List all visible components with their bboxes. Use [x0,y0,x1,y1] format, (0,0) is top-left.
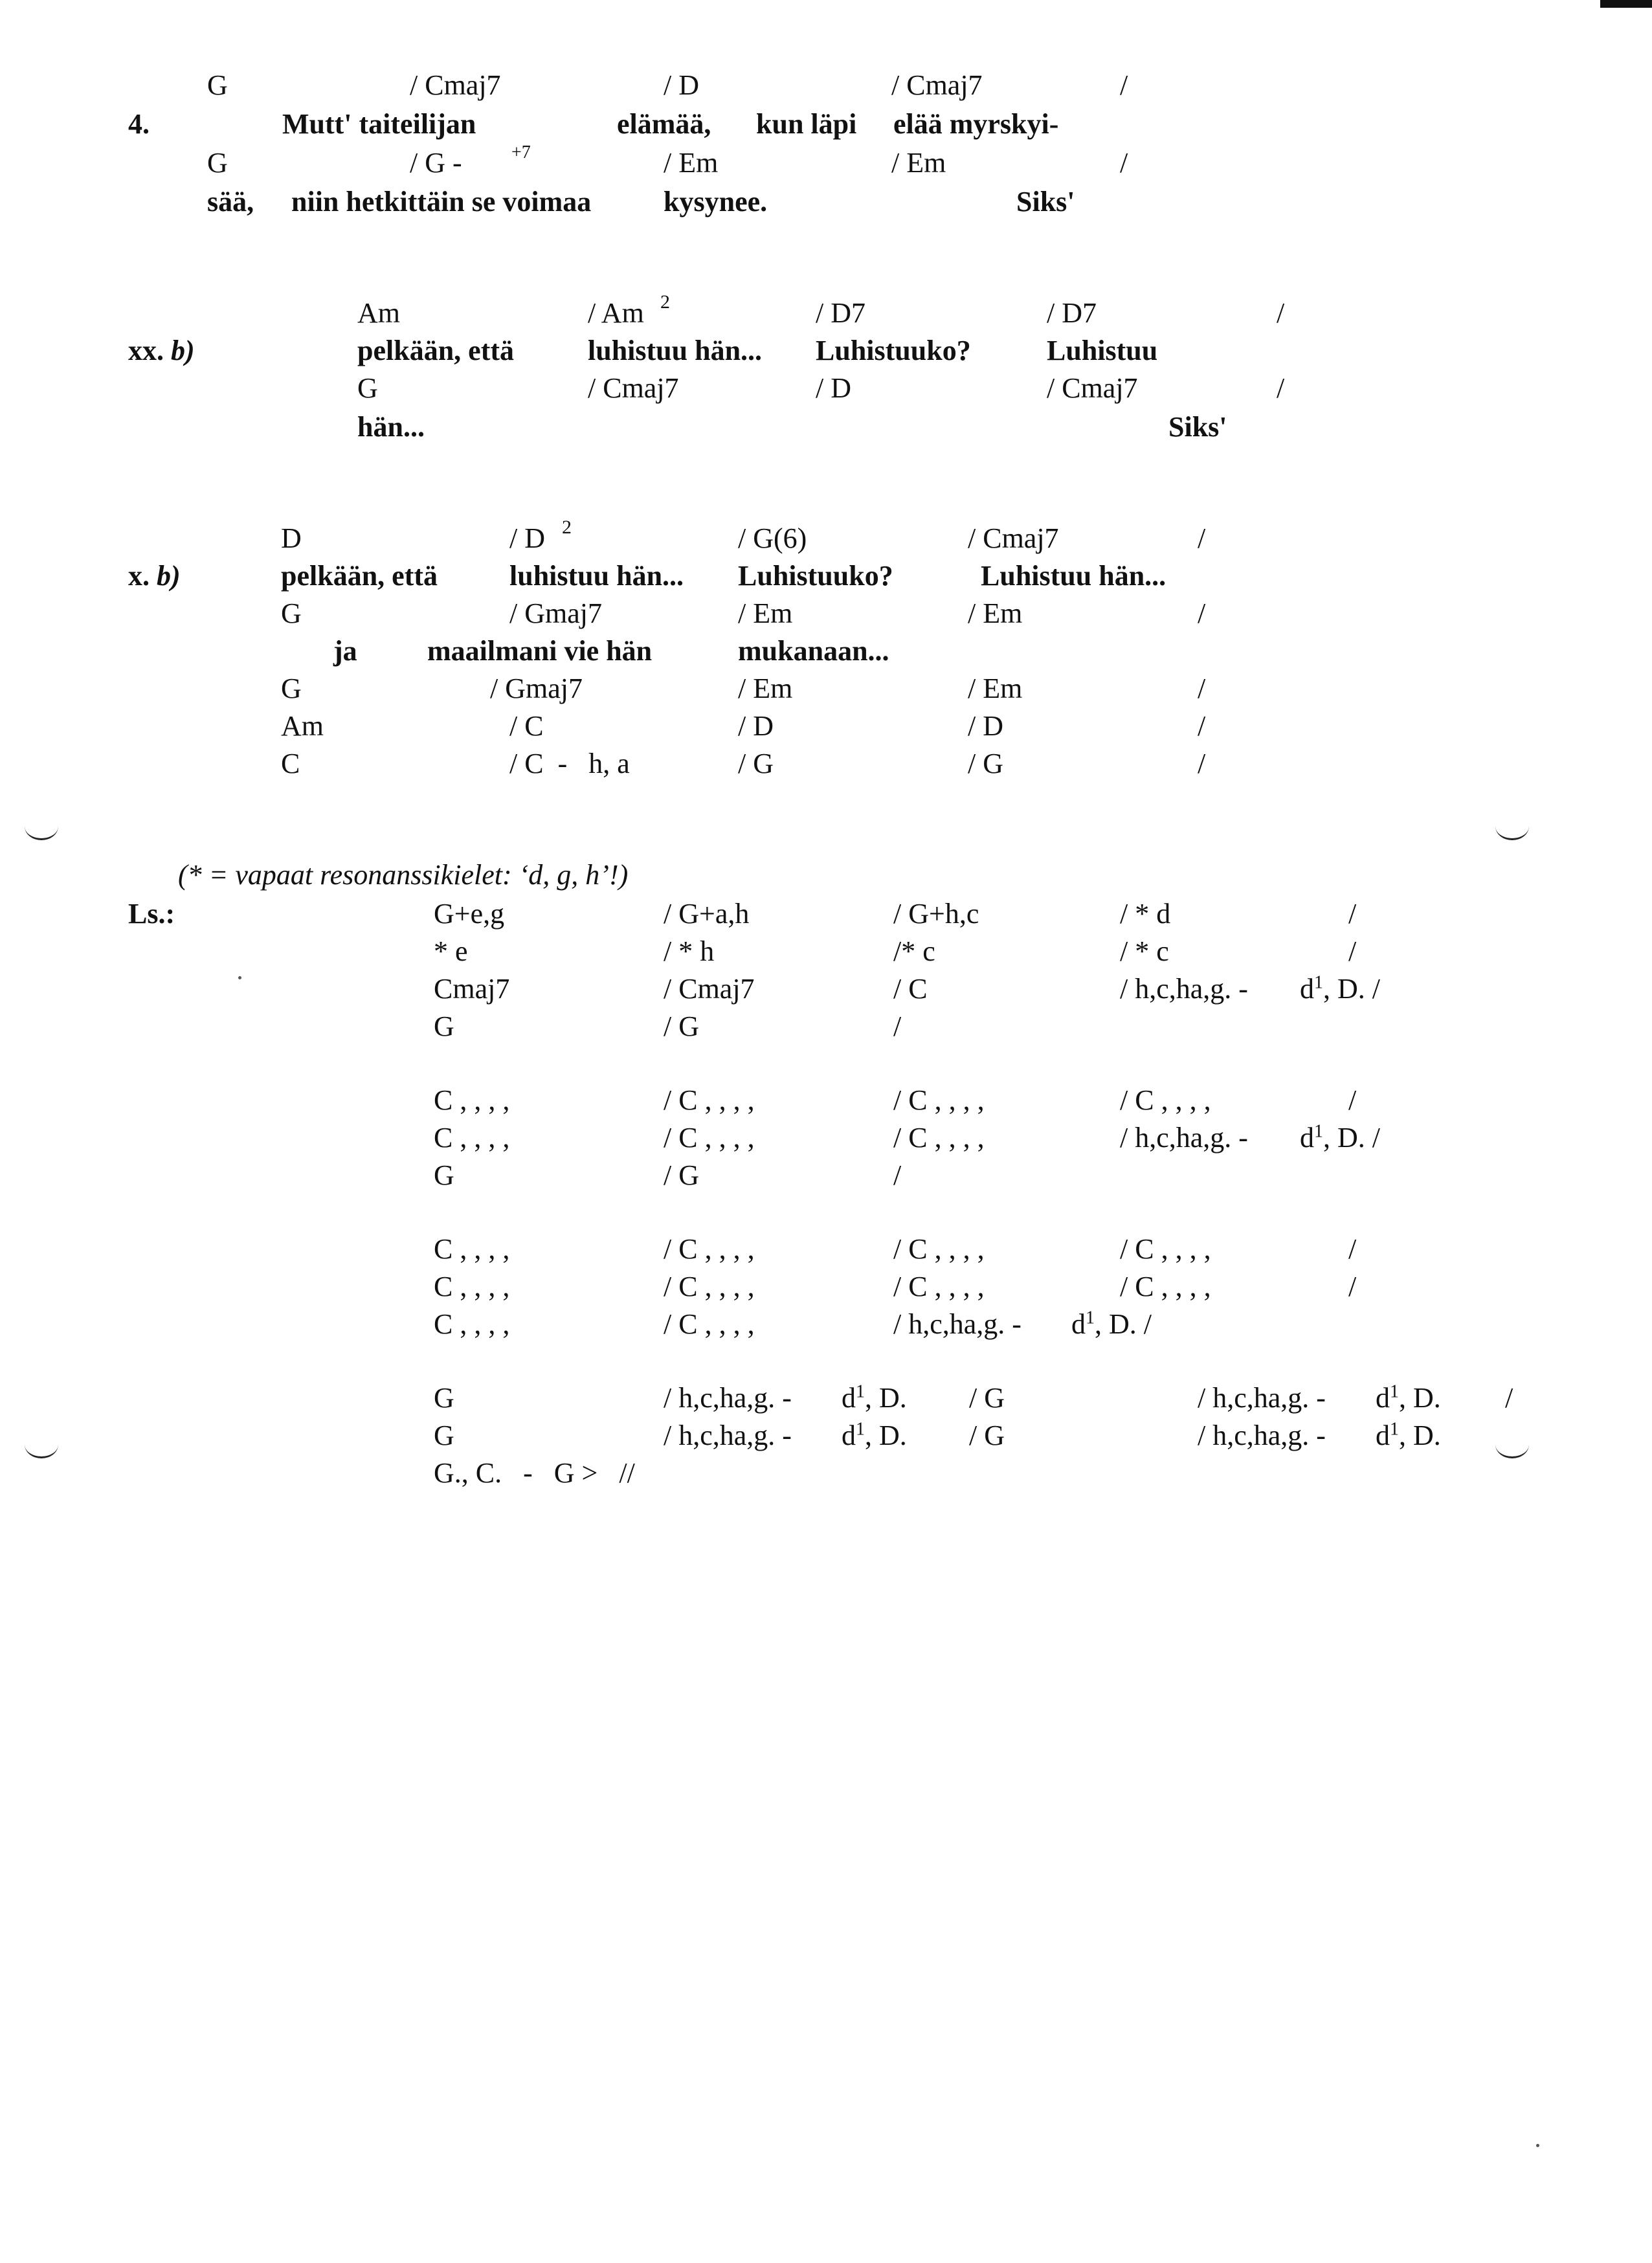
chord: / C , , , , [1120,1233,1211,1265]
bar-line: / [1277,372,1285,404]
lyric: Luhistuuko? [738,560,893,592]
chord-bass: $d^1$, D. / [1071,1308,1152,1340]
chord: / G [969,1382,1005,1414]
bar-line: / [1120,147,1128,179]
footnote: (* = vapaat resonanssikielet: ‘d, g, h’!) [178,859,629,891]
chord: / Em [664,147,719,179]
chord: / Cmaj7 [968,522,1059,554]
chord: C [281,748,300,779]
chord: C , , , , [434,1233,510,1265]
lyric: Mutt' taiteilijan [282,108,476,140]
chord: C , , , , [434,1084,510,1116]
chord: G [434,1382,454,1414]
chord: / h,c,ha,g. - [664,1420,792,1451]
verse-number: 4. [128,108,150,140]
bar-line: / [893,1159,902,1191]
section-label: x. b) [128,560,181,592]
lyric: Siks' [1168,411,1227,443]
chord: / h,c,ha,g. - [1198,1382,1326,1414]
chord: C , , , , [434,1122,510,1154]
chord: / C , , , , [893,1271,985,1302]
bar-line: / [1198,673,1206,704]
chord: / C , , , , [664,1271,755,1302]
lyric: mukanaan... [738,635,889,667]
lyric: ja [333,635,357,667]
chord: / D [968,710,1003,742]
lyric: Siks' [1016,186,1075,217]
lyric: pelkään, että [281,560,438,592]
chord: / Em [891,147,946,179]
chord: / C , , , , [893,1122,985,1154]
chord: * e [434,935,468,967]
chord: / C , , , , [664,1308,755,1340]
page-edge-mark [1600,0,1652,8]
bar-line: / [1198,748,1206,779]
chord: / Am [588,297,644,329]
chord: / Em [738,673,793,704]
chord: / C [893,973,928,1005]
chord-bass: $d^1$, D. / [1300,972,1380,1005]
chord: / h,c,ha,g. - [1120,1122,1248,1154]
bar-line: / [1198,710,1206,742]
chord: / h,c,ha,g. - [893,1308,1021,1340]
chord: / G(6) [738,522,807,554]
chord: / Em [968,597,1023,629]
scan-mark [1495,1431,1529,1458]
chord: / D [738,710,774,742]
ending: G., C. - G > // [434,1457,635,1489]
lyric: sää, [207,186,254,217]
lyric: hän... [357,411,425,443]
chord: / Gmaj7 [509,597,602,629]
chord-bass: $d^1$, D. [1376,1419,1441,1451]
lyric: Luhistuuko? [816,335,971,366]
bar-line: / [1348,1233,1357,1265]
chord: / h,c,ha,g. - [664,1382,792,1414]
scan-mark [25,1431,58,1458]
bar-line: / [1198,522,1206,554]
chord-bass: $d^1$, D. [842,1419,907,1451]
lyric: luhistuu hän... [509,560,684,592]
lyric: niin hetkittäin se voimaa [291,186,592,217]
lyric: Luhistuu [1047,335,1158,366]
scan-speck [238,976,241,979]
lyric: pelkään, että [357,335,514,366]
chord: / G [968,748,1003,779]
chord: / C , , , , [893,1084,985,1116]
chord: / G [664,1159,699,1191]
chord: /* c [893,935,935,967]
bar-line: / [893,1010,902,1042]
chord: G [434,1159,454,1191]
chord: / Em [968,673,1023,704]
chord: G [207,69,228,101]
chord: / Cmaj7 [410,69,501,101]
scan-mark [1495,812,1529,840]
chord: / * c [1120,935,1169,967]
chord: / D7 [816,297,865,329]
chord: / C , , , , [1120,1084,1211,1116]
chord: / D7 [1047,297,1097,329]
chord: Am [357,297,400,329]
chord: G [281,597,302,629]
section-label: xx. b) [128,335,195,366]
chord: / Cmaj7 [1047,372,1138,404]
chord: / G+h,c [893,898,979,930]
chord-bass: $d^1$, D. [1376,1381,1441,1414]
chord-extension: 2 [660,291,670,313]
chord: / G [969,1420,1005,1451]
chord: Cmaj7 [434,973,510,1005]
lyric: kysynee. [664,186,768,217]
lyric: elämää, [617,108,711,140]
bar-line: / [1348,935,1357,967]
chord-bass: $d^1$, D. / [1300,1121,1380,1154]
chord: / C , , , , [664,1122,755,1154]
lyric: kun läpi [756,108,857,140]
chord: / Cmaj7 [891,69,983,101]
lyric: Luhistuu hän... [981,560,1166,592]
chord-bass: $d^1$, D. [842,1381,907,1414]
chord: / G [738,748,774,779]
chord: / D [509,522,545,554]
chord: / Gmaj7 [490,673,583,704]
chord: G [434,1010,454,1042]
chord: / G+a,h [664,898,750,930]
chord: / C , , , , [1120,1271,1211,1302]
chord: C , , , , [434,1308,510,1340]
bar-line: / [1505,1382,1513,1414]
chord: / C , , , , [664,1084,755,1116]
chord: / C , , , , [664,1233,755,1265]
chord: G [434,1420,454,1451]
chord-extension: 2 [562,517,572,538]
chord: G [357,372,378,404]
chord: / C - h, a [509,748,630,779]
chord: D [281,522,302,554]
chord-extension: +7 [511,142,531,162]
bar-line: / [1348,1084,1357,1116]
chord: Am [281,710,324,742]
bar-line: / [1198,597,1206,629]
chord: / h,c,ha,g. - [1120,973,1248,1005]
scan-mark [25,812,58,840]
lyric: elää myrskyi- [893,108,1059,140]
chord: / Cmaj7 [664,973,755,1005]
bar-line: / [1348,1271,1357,1302]
bar-line: / [1348,898,1357,930]
chord: / D [664,69,699,101]
chord: C , , , , [434,1271,510,1302]
chord: / C , , , , [893,1233,985,1265]
chord: / * d [1120,898,1171,930]
chord: / Em [738,597,793,629]
chord: / D [816,372,851,404]
bar-line: / [1277,297,1285,329]
chord: G [207,147,228,179]
scan-speck [1536,2144,1539,2147]
chord: / C [509,710,544,742]
section-label: Ls.: [128,898,175,930]
chord: / G [664,1010,699,1042]
chord: / h,c,ha,g. - [1198,1420,1326,1451]
chord: G+e,g [434,898,505,930]
chord: / G - [410,147,462,179]
lyric: maailmani vie hän [427,635,653,667]
bar-line: / [1120,69,1128,101]
chord: G [281,673,302,704]
chord: / * h [664,935,715,967]
lyric: luhistuu hän... [588,335,763,366]
chord: / Cmaj7 [588,372,679,404]
